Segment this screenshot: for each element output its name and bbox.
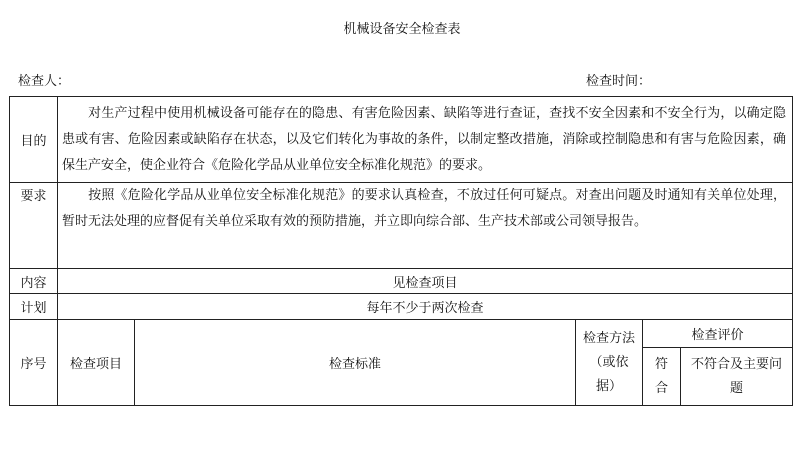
header-nonconform: 不符合及主要问题 bbox=[681, 348, 793, 406]
requirement-text: 按照《危险化学品从业单位安全标准化规范》的要求认真检查，不放过任何可疑点。对查出问题及时通知有关单位处理，暂时无法处理的应督促有关单位采取有效的预防措施，并立即向综合部、生产技术部或公司领导报告。 bbox=[62, 188, 787, 229]
plan-value: 每年不少于两次检查 bbox=[58, 294, 793, 320]
header-conform: 符合 bbox=[643, 348, 681, 406]
header-standard: 检查标准 bbox=[135, 320, 576, 406]
header-method: 检查方法（或依据） bbox=[576, 320, 643, 406]
plan-label: 计划 bbox=[10, 294, 58, 320]
requirement-label: 要求 bbox=[10, 183, 58, 269]
inspection-table bbox=[9, 96, 793, 406]
purpose-text: 对生产过程中使用机械设备可能存在的隐患、有害危险因素、缺陷等进行查证，查找不安全因素和不安全行为，以确定隐患或有害、危险因素或缺陷存在状态，以及它们转化为事故的条件，以制定整改措施，消除或控制隐患和有害与危险因素，确保生产安全，使企业符合《危险化学品从业单位安全标准化规范》的要求。 bbox=[62, 105, 787, 173]
requirement-cell bbox=[58, 183, 793, 269]
content-label: 内容 bbox=[10, 269, 58, 294]
header-seq: 序号 bbox=[10, 320, 58, 406]
content-value: 见检查项目 bbox=[58, 269, 793, 294]
header-evaluation: 检查评价 bbox=[643, 320, 793, 348]
check-time-label: 检查时间： bbox=[586, 74, 652, 89]
purpose-label: 目的 bbox=[10, 97, 58, 183]
header-row-1 bbox=[10, 320, 793, 348]
header-item: 检查项目 bbox=[58, 320, 135, 406]
inspector-label: 检查人： bbox=[18, 74, 71, 89]
content-row bbox=[10, 269, 793, 294]
document-title: 机械设备安全检查表 bbox=[343, 22, 461, 37]
plan-row bbox=[10, 294, 793, 320]
requirement-row bbox=[10, 183, 793, 269]
purpose-cell bbox=[58, 97, 793, 183]
purpose-row bbox=[10, 97, 793, 183]
